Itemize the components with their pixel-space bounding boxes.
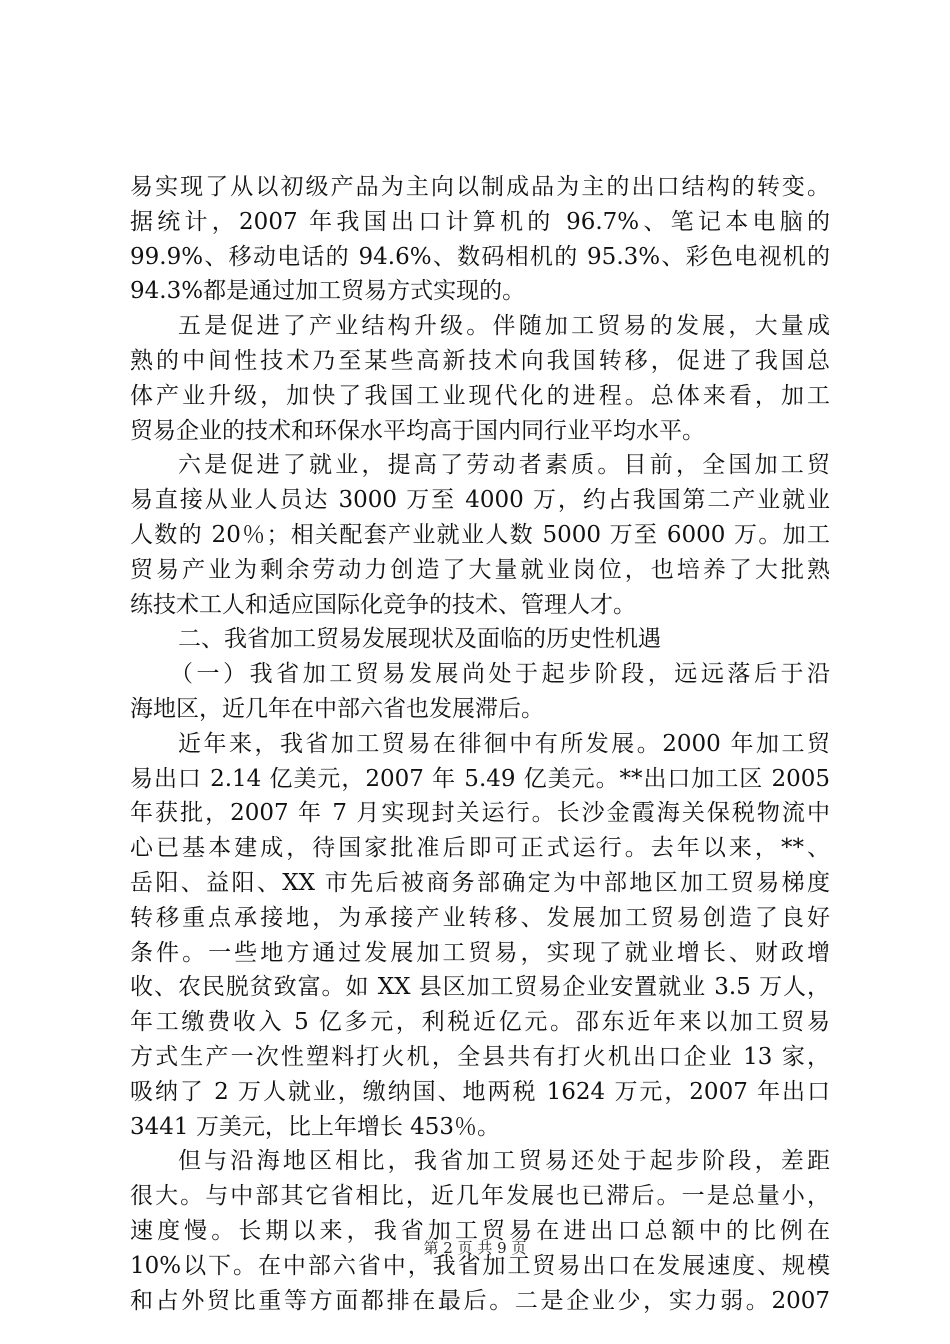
text-line: 心已基本建成，待国家批准后即可正式运行。去年以来，**、 [130,835,830,862]
text-line: 3441 万美元，比上年增长 453％。 [130,1113,501,1140]
paragraph-start-line: 但与沿海地区相比，我省加工贸易还处于起步阶段，差距 [178,1148,830,1175]
text-line: 年获批，2007 年 7 月实现封关运行。长沙金霞海关保税物流中 [130,800,830,827]
text-line: 海地区，近几年在中部六省也发展滞后。 [130,695,544,722]
text-line: 吸纳了 2 万人就业，缴纳国、地两税 1624 万元，2007 年出口 [130,1078,830,1105]
subsection-heading: （一）我省加工贸易发展尚处于起步阶段，远远落后于沿 [170,661,830,688]
text-line: 据统计，2007 年我国出口计算机的 96.7%、笔记本电脑的 [130,208,830,235]
text-line: 年工缴费收入 5 亿多元，利税近亿元。邵东近年来以加工贸易 [130,1009,830,1036]
text-line: 易直接从业人员达 3000 万至 4000 万，约占我国第二产业就业 [130,487,830,514]
text-line: 贸易企业的技术和环保水平均高于国内同行业平均水平。 [130,417,705,444]
text-line: 10%以下。在中部六省中，我省加工贸易出口在发展速度、规模 [130,1252,830,1279]
document-body [130,170,830,1318]
paragraph-start-line: 近年来，我省加工贸易在徘徊中有所发展。2000 年加工贸 [178,730,830,757]
text-line: 很大。与中部其它省相比，近几年发展也已滞后。一是总量小， [130,1183,830,1210]
paragraph-start-line: 六是促进了就业，提高了劳动者素质。目前，全国加工贸 [178,452,830,479]
text-line: 条件。一些地方通过发展加工贸易，实现了就业增长、财政增 [130,939,830,966]
text-line: 熟的中间性技术乃至某些高新技术向我国转移，促进了我国总 [130,347,830,374]
text-line: 易实现了从以初级产品为主向以制成品为主的出口结构的转变。 [130,174,830,200]
text-line: 94.3%都是通过加工贸易方式实现的。 [130,278,526,305]
text-line: 转移重点承接地，为承接产业转移、发展加工贸易创造了良好 [130,904,830,931]
text-line: 易出口 2.14 亿美元，2007 年 5.49 亿美元。**出口加工区 2005 [130,765,830,792]
text-line: 人数的 20％；相关配套产业就业人数 5000 万至 6000 万。加工 [130,521,830,548]
page-number-footer: 第 2 页 共 9 页 [423,1239,527,1257]
text-line: 收、农民脱贫致富。如 XX 县区加工贸易企业安置就业 3.5 万人， [130,974,830,1001]
text-line: 99.9%、移动电话的 94.6%、数码相机的 95.3%、彩色电视机的 [130,243,830,270]
text-line: 练技术工人和适应国际化竞争的技术、管理人才。 [130,591,636,618]
section-heading: 二、我省加工贸易发展现状及面临的历史性机遇 [178,626,661,653]
paragraph-start-line: 五是促进了产业结构升级。伴随加工贸易的发展，大量成 [178,313,830,340]
text-line: 贸易产业为剩余劳动力创造了大量就业岗位，也培养了大批熟 [130,556,830,583]
text-line: 方式生产一次性塑料打火机，全县共有打火机出口企业 13 家， [130,1043,830,1070]
text-line: 体产业升级，加快了我国工业现代化的进程。总体来看，加工 [130,382,830,409]
text-line: 岳阳、益阳、XX 市先后被商务部确定为中部地区加工贸易梯度 [130,869,830,896]
text-line: 速度慢。长期以来，我省加工贸易在进出口总额中的比例在 [130,1217,830,1244]
text-line: 和占外贸比重等方面都排在最后。二是企业少，实力弱。2007 [130,1287,830,1314]
